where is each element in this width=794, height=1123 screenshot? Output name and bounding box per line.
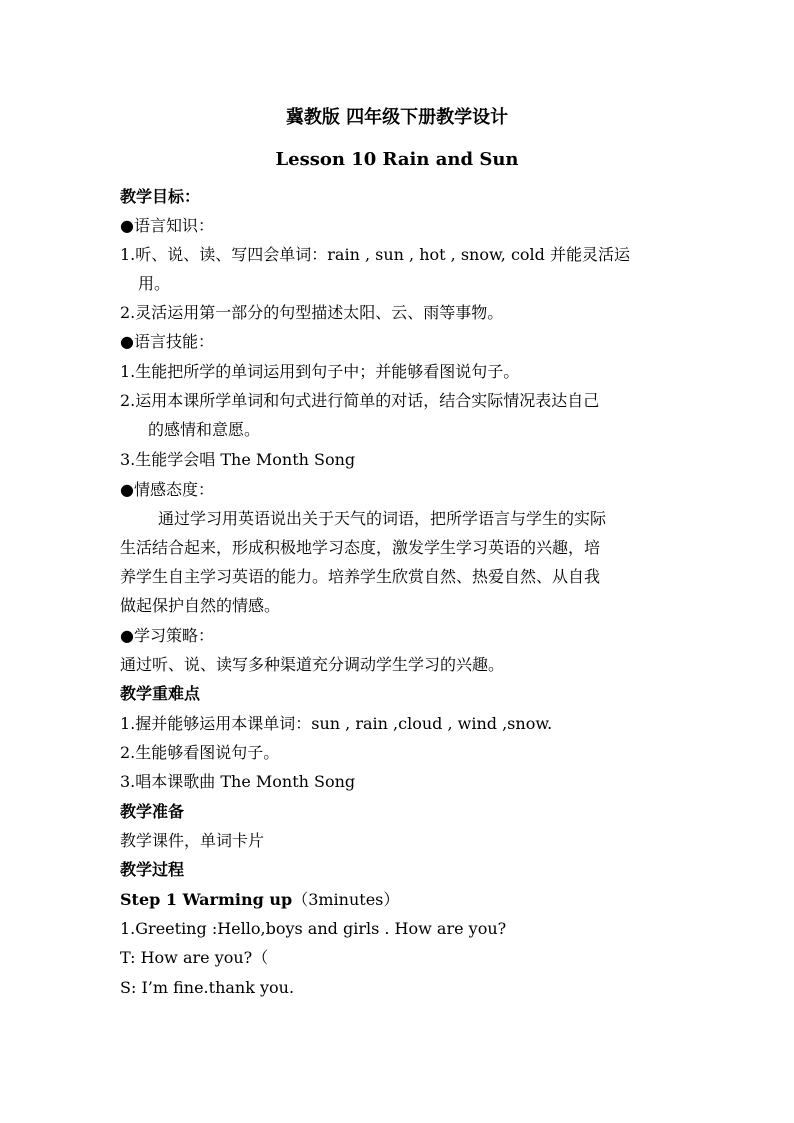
process-line-3: S: I’m fine.thank you.	[120, 978, 295, 997]
key-point-2: 2.生能够看图说句子。	[120, 743, 280, 762]
language-knowledge-label: ●语言知识：	[120, 216, 214, 235]
knowledge-item-2: 2.灵活运用第一部分的句型描述太阳、云、雨等事物。	[120, 303, 504, 322]
lesson-title: Lesson 10 Rain and Sun	[275, 149, 519, 170]
strategy-line-1: 通过听、说、读写多种渠道充分调动学生学习的兴趣。	[120, 655, 505, 674]
preparation-heading: 教学准备	[120, 802, 185, 821]
attitude-line-2: 生活结合起来，形成积极地学习态度，激发学生学习英语的兴趣，培	[120, 538, 601, 557]
attitude-line-4: 做起保护自然的情感。	[120, 596, 281, 615]
process-line-1: 1.Greeting :Hello,boys and girls . How are you?	[120, 919, 507, 938]
key-point-1: 1.握并能够运用本课单词：sun , rain ,cloud , wind ,snow.	[120, 714, 553, 733]
step-1-duration: （3minutes）	[292, 890, 400, 909]
skills-item-2-line-2: 的感情和意愿。	[148, 420, 261, 439]
knowledge-item-1-line-2: 用。	[138, 274, 171, 293]
process-heading: 教学过程	[120, 860, 185, 879]
preparation-text: 教学课件，单词卡片	[120, 831, 265, 850]
key-point-3: 3.唱本课歌曲 The Month Song	[120, 772, 356, 791]
strategy-label: ●学习策略：	[120, 626, 214, 645]
process-line-2: T: How are you?（	[120, 948, 269, 967]
attitude-line-1: 通过学习用英语说出关于天气的词语，把所学语言与学生的实际	[158, 509, 607, 528]
knowledge-item-1-line-1: 1.听、说、读、写四会单词：rain , sun , hot , snow, cold 并能灵活运	[120, 245, 630, 264]
attitude-line-3: 养学生自主学习英语的能力。培养学生欣赏自然、热爱自然、从自我	[120, 567, 601, 586]
step-1-title: Step 1 Warming up	[120, 890, 293, 909]
attitude-label: ●情感态度：	[120, 480, 214, 499]
objectives-heading: 教学目标：	[120, 187, 201, 206]
document-title: 冀教版 四年级下册教学设计	[285, 107, 509, 128]
skills-item-3: 3.生能学会唱 The Month Song	[120, 450, 356, 469]
language-skills-label: ●语言技能：	[120, 332, 214, 351]
key-points-heading: 教学重难点	[120, 684, 201, 703]
skills-item-2-line-1: 2.运用本课所学单词和句式进行简单的对话，结合实际情况表达自己	[120, 391, 600, 410]
skills-item-1: 1.生能把所学的单词运用到句子中；并能够看图说句子。	[120, 362, 520, 381]
step-1-heading	[120, 889, 680, 911]
